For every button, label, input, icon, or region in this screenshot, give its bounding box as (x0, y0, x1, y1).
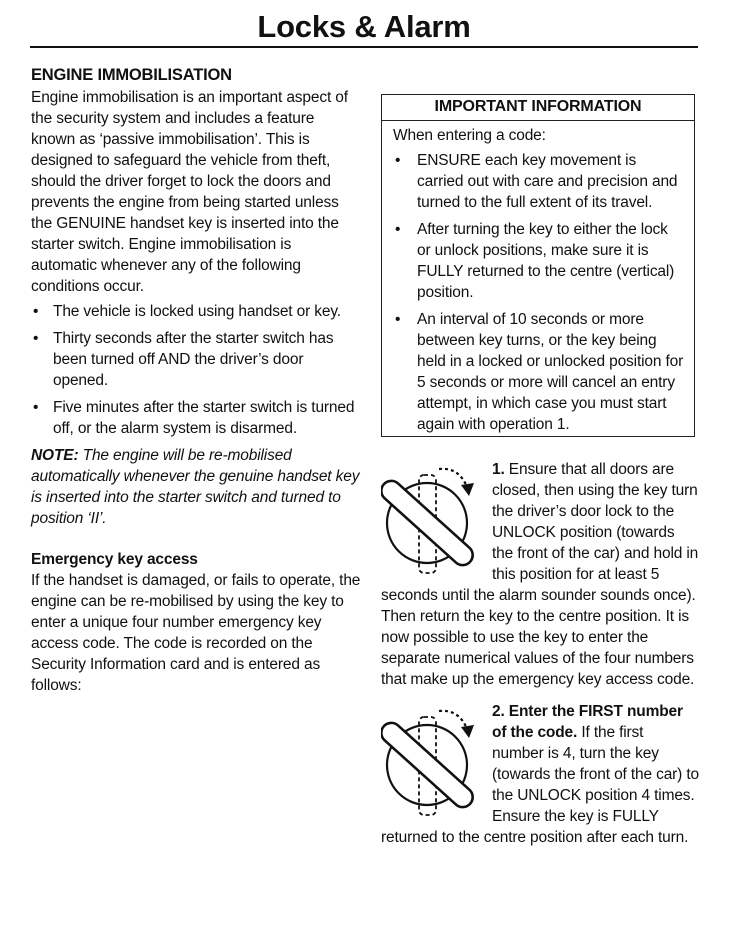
page-header (30, 8, 698, 48)
step-bold-text: Enter the FIRST number of the code. (492, 703, 683, 741)
page-title: Locks & Alarm (257, 9, 471, 44)
step-body: Ensure that all doors are closed, then using the key turn the driver’s door lock to the UNLOCK position (towards the front of the car) and hold in this position for at least 5 seconds until the alarm sounder sounds once). Then return the key to the centre position. It is now possible to use the key to enter the separate numerical values of the four numbers that make up the emergency key access code. (381, 461, 699, 688)
section-heading: ENGINE IMMOBILISATION (31, 66, 232, 84)
info-box-lead: When entering a code: (393, 127, 546, 144)
bullet-icon: • (33, 399, 39, 416)
left-column (31, 64, 361, 696)
bullet-icon: • (395, 152, 401, 169)
step-number: 1. (492, 461, 505, 478)
intro-paragraph: Engine immobilisation is an important aspect of the security system and includes a feature known as ‘passive immobilisation’. This is designed to safeguard the vehicle from theft, should the driver forget to lock the doors and prevents the engine from being started unless the GENUINE handset key is inserted into the starter switch. Engine immobilisation is automatic whenever any of the following conditions occur. (31, 89, 348, 295)
step-number: 2. (492, 703, 505, 720)
bullet-icon: • (33, 330, 39, 347)
list-item: • After turning the key to either the lock or unlock positions, make sure it is FULLY returned to the centre (vertical) position. (395, 221, 675, 301)
info-box-heading: IMPORTANT INFORMATION (382, 95, 694, 121)
bullet-icon: • (395, 311, 401, 328)
step-body: If the first number is 4, turn the key (towards the front of the car) to the UNLOCK position 4 times. Ensure the key is FULLY returned to the centre position after each turn. (381, 724, 699, 846)
key-turn-icon (381, 459, 485, 579)
conditions-list (31, 301, 361, 439)
list-item: • Five minutes after the starter switch is turned off, or the alarm system is disarmed. (33, 399, 355, 437)
step-2 (381, 701, 699, 848)
note-paragraph (31, 445, 361, 529)
list-item: • Thirty seconds after the starter switch has been turned off AND the driver’s door opened. (33, 330, 334, 389)
note-text: The engine will be re-mobilised automatically whenever the genuine handset key is inserted into the starter switch and turned to position ‘II’. (31, 447, 360, 527)
subsection-heading: Emergency key access (31, 551, 198, 568)
note-label: NOTE: (31, 447, 79, 464)
info-box-body (382, 121, 694, 435)
list-item: • The vehicle is locked using handset or key. (33, 303, 341, 320)
bullet-icon: • (33, 303, 39, 320)
key-turn-icon (381, 701, 485, 821)
important-info-box (381, 94, 695, 437)
info-list (393, 150, 684, 435)
bullet-icon: • (395, 221, 401, 238)
list-item: • ENSURE each key movement is carried out with care and precision and turned to the full extent of its travel. (395, 152, 678, 211)
list-item: • An interval of 10 seconds or more between key turns, or the key being held in a locked or unlocked position for 5 seconds or more will cancel an entry attempt, in which case you must start again with operation 1. (395, 311, 684, 433)
emergency-paragraph: If the handset is damaged, or fails to operate, the engine can be re-mobilised by using the key to enter a unique four number emergency key access code. The code is recorded on the Security Information card and is entered as follows: (31, 572, 361, 694)
step-1 (381, 459, 699, 690)
